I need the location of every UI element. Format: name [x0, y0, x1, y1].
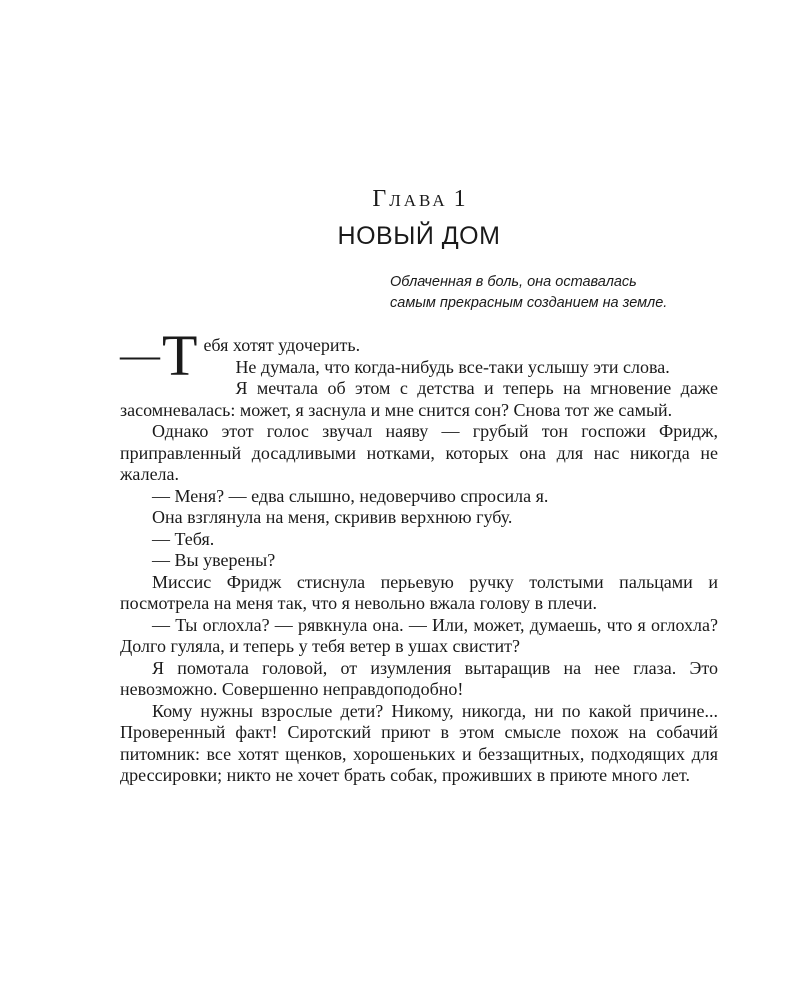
chapter-number: [120, 186, 718, 213]
epigraph: [390, 272, 730, 314]
paragraph: Я помотала головой, от изумления вытаращив на нее глаза. Это невозможно. Совершенно неправдоподобно!: [120, 657, 718, 699]
drop-cap-letter: Т: [162, 323, 198, 388]
drop-cap: [120, 323, 198, 388]
paragraph: Она взглянула на меня, скривив верхнюю губу.: [152, 507, 513, 527]
epigraph-line-2: самым прекрасным созданием на земле.: [390, 295, 668, 311]
paragraph: Кому нужны взрослые дети? Никому, никогда, ни по какой причине... Проверенный факт! Сиротский приют в этом смысле похож на собачий питомник: все хотят щенков, хорошеньких и беззащитных, подходящих для дрессировки; никто не хочет брать собак, проживших в приюте много лет.: [120, 700, 718, 785]
chapter-title: НОВЫЙ ДОМ: [337, 222, 501, 250]
paragraph: — Вы уверены?: [152, 550, 276, 570]
paragraph: Не думала, что когда-нибудь все-таки услышу эти слова.: [235, 356, 670, 377]
epigraph-line-1: Облаченная в боль, она оставалась: [390, 274, 637, 290]
first-paragraph-text: ебя хотят удочерить.: [203, 335, 361, 355]
chapter-num: 1: [453, 186, 466, 212]
book-page: [120, 0, 718, 1000]
paragraph: Однако этот голос звучал наяву — грубый тон госпожи Фридж, приправленный досадливыми нотками, которых она для нас никогда не жалела.: [120, 421, 718, 484]
paragraph: — Меня? — едва слышно, недоверчиво спросила я.: [152, 485, 549, 506]
body-text: [120, 323, 718, 787]
paragraph: Я мечтала об этом с детства и теперь на мгновение даже засомневалась: может, я заснула и мне снится сон? Снова тот же самый.: [120, 378, 718, 420]
paragraph: — Ты оглохла? — рявкнула она. — Или, может, думаешь, что я оглохла? Долго гуляла, и теперь у тебя ветер в ушах свистит?: [120, 614, 718, 656]
paragraph: Миссис Фридж стиснула перьевую ручку толстыми пальцами и посмотрела на меня так, что я невольно вжала голову в плечи.: [120, 571, 718, 613]
drop-cap-dash: —: [120, 332, 160, 377]
paragraph: — Тебя.: [152, 528, 215, 549]
chapter-label: Глава: [372, 186, 448, 212]
